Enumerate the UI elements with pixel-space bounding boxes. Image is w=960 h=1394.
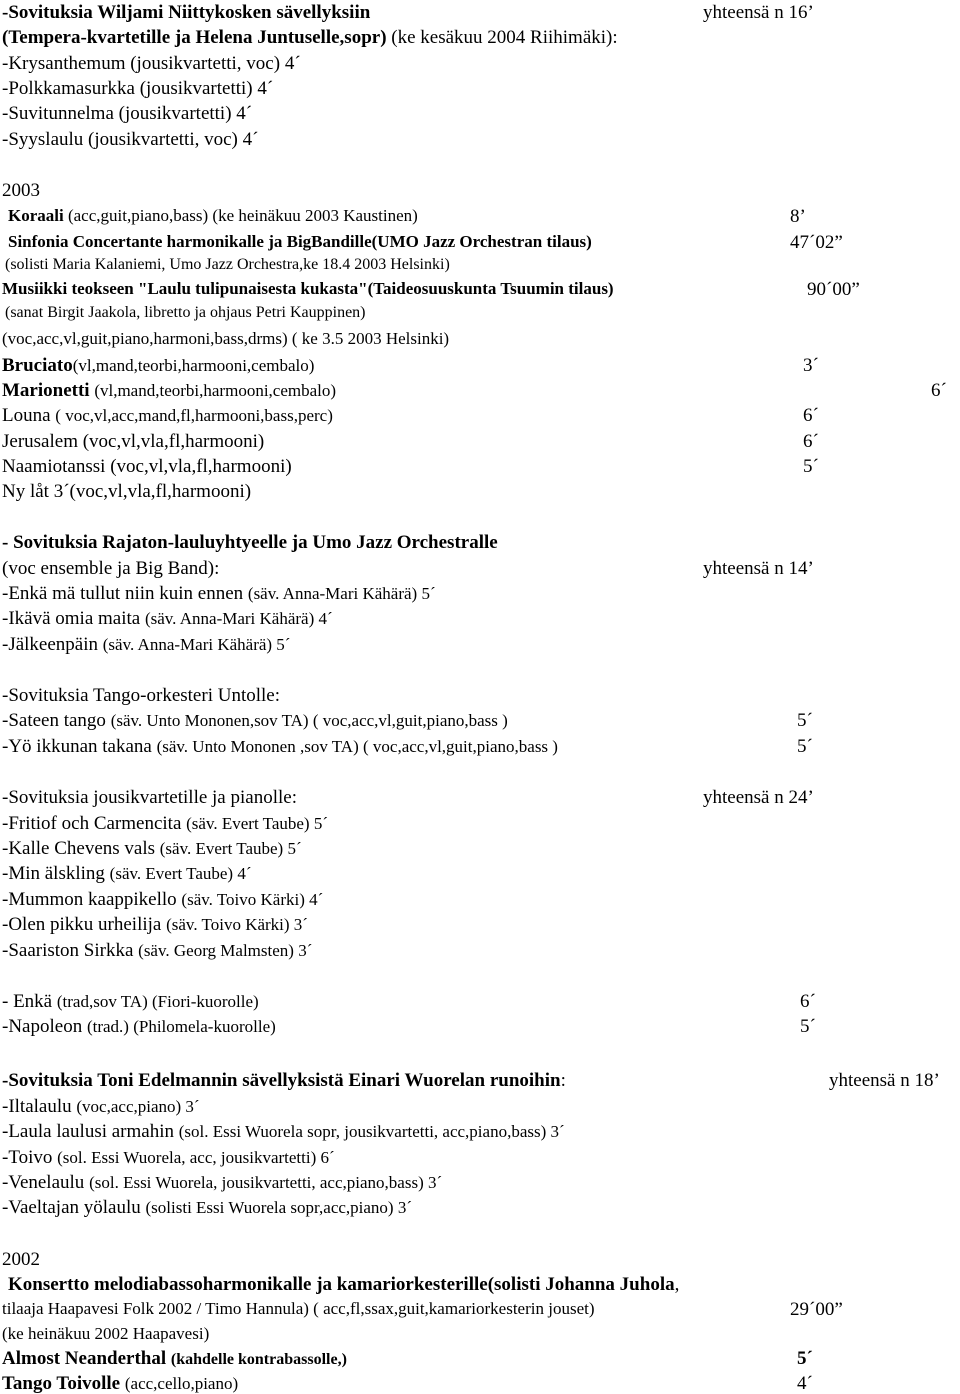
item-details: (sol. Essi Wuorela, jousikvartetti, acc,piano,bass) 3´ <box>89 1173 443 1192</box>
item-details: (trad.) (Philomela-kuorolle) <box>86 1017 276 1036</box>
work-details: (kahdelle kontrabassolle,) <box>170 1351 347 1368</box>
section-subheading <box>2 28 618 47</box>
list-item: -Suvitunnelma (jousikvartetti) 4´ <box>2 103 253 124</box>
work-entry <box>2 406 333 425</box>
heading-text: -Sovituksia Toni Edelmannin sävellyksistä Einari Wuorelan runoihin <box>2 1070 561 1091</box>
list-item <box>2 584 436 603</box>
work-details: (acc,cello,piano) <box>124 1374 239 1393</box>
work-entry <box>2 1349 347 1368</box>
list-item <box>2 992 259 1011</box>
item-details: (säv. Evert Taube) 4´ <box>109 864 252 883</box>
work-entry <box>2 432 264 451</box>
work-details: (acc,guit,piano,bass) (ke heinäkuu 2003 Kaustinen) <box>67 206 418 225</box>
section-total: yhteensä n 24’ <box>703 787 814 808</box>
list-item <box>2 1173 442 1192</box>
item-duration: 5´ <box>800 1016 816 1037</box>
list-item <box>2 1097 200 1116</box>
work-details: (voc,vl,vla,fl,harmooni) <box>69 481 252 502</box>
item-title: -Fritiof och Carmencita <box>2 813 182 834</box>
work-entry <box>2 381 336 400</box>
item-title: -Jälkeenpäin <box>2 634 99 655</box>
section-total: yhteensä n 14’ <box>703 558 814 579</box>
work-duration: 6´ <box>803 431 819 452</box>
list-item <box>2 609 333 628</box>
list-item <box>2 1017 276 1036</box>
work-title: Naamiotanssi <box>2 456 106 477</box>
list-item: -Krysanthemum (jousikvartetti, voc) 4´ <box>2 53 301 74</box>
list-item <box>2 915 308 934</box>
section-heading: - Sovituksia Rajaton-lauluyhtyeelle ja Umo Jazz Orchestralle <box>2 532 498 553</box>
work-title-text: Konsertto melodiabassoharmonikalle ja kamariorkesterille(solisti Johanna Juhola <box>8 1274 675 1295</box>
work-title: Marionetti <box>2 380 90 401</box>
item-details: (solisti Essi Wuorela sopr,acc,piano) 3´ <box>145 1198 412 1217</box>
work-duration: 29´00” <box>790 1299 843 1320</box>
work-title: Almost Neanderthal <box>2 1348 167 1369</box>
work-title: Bruciato <box>2 355 73 376</box>
work-entry <box>2 1374 238 1393</box>
work-title <box>8 1275 679 1294</box>
item-details: (säv. Georg Malmsten) 3´ <box>138 941 313 960</box>
item-duration: 5´ <box>797 736 813 757</box>
item-title: -Mummon kaappikello <box>2 889 177 910</box>
work-title: Musiikki teokseen "Laulu tulipunaisesta kukasta"(Taideosuuskunta Tsuumin tilaus) <box>2 279 614 298</box>
subheading-note: (ke kesäkuu 2004 Riihimäki): <box>391 27 618 48</box>
item-title: - Enkä <box>2 991 53 1012</box>
item-details: (säv. Unto Mononen ,sov TA) ( voc,acc,vl,guit,piano,bass ) <box>156 737 558 756</box>
work-title: Ny låt 3´ <box>2 481 70 502</box>
work-duration: 6´ <box>803 405 819 426</box>
work-entry <box>2 482 251 501</box>
item-title: -Vaeltajan yölaulu <box>2 1197 141 1218</box>
work-duration: 3´ <box>803 355 819 376</box>
item-details: (säv. Evert Taube) 5´ <box>159 839 302 858</box>
item-title: -Yö ikkunan takana <box>2 736 152 757</box>
work-details: (vl,mand,teorbi,harmooni,cembalo) <box>72 356 315 375</box>
list-item <box>2 635 290 654</box>
item-details: (sol. Essi Wuorela, acc, jousikvartetti) 6´ <box>57 1148 335 1167</box>
item-title: -Sateen tango <box>2 710 106 731</box>
subheading-bold: (Tempera-kvartetille ja Helena Juntuselle,sopr) <box>2 27 387 48</box>
item-duration: 6´ <box>800 991 816 1012</box>
work-details: (voc,vl,vla,fl,harmooni) <box>82 431 265 452</box>
work-duration: 8’ <box>790 206 806 227</box>
work-entry <box>2 457 292 476</box>
section-total: yhteensä n 16’ <box>703 2 814 23</box>
work-title: Louna <box>2 405 51 426</box>
section-heading: -Sovituksia Wiljami Niittykosken sävellyksiin <box>2 2 371 23</box>
year-heading: 2003 <box>2 180 40 201</box>
item-title: -Enkä mä tullut niin kuin ennen <box>2 583 244 604</box>
item-details: (voc,acc,piano) 3´ <box>76 1097 200 1116</box>
item-duration: 5´ <box>797 710 813 731</box>
item-title: -Kalle Chevens vals <box>2 838 156 859</box>
item-title: -Laula laulusi armahin <box>2 1121 174 1142</box>
item-title: -Olen pikku urheilija <box>2 914 162 935</box>
work-title: Tango Toivolle <box>2 1373 121 1394</box>
list-item: -Polkkamasurkka (jousikvartetti) 4´ <box>2 78 274 99</box>
item-details: (säv. Evert Taube) 5´ <box>186 814 328 833</box>
list-item <box>2 1122 565 1141</box>
work-duration: 5´ <box>797 1348 813 1369</box>
work-title: Sinfonia Concertante harmonikalle ja BigBandille(UMO Jazz Orchestran tilaus) <box>8 232 592 251</box>
item-title: -Saariston Sirkka <box>2 940 134 961</box>
item-title: -Napoleon <box>2 1016 83 1037</box>
year-heading: 2002 <box>2 1249 40 1270</box>
item-title: -Min älskling <box>2 863 105 884</box>
list-item <box>2 941 312 960</box>
item-title: -Iltalaulu <box>2 1096 72 1117</box>
item-title: -Toivo <box>2 1147 53 1168</box>
heading-colon: : <box>560 1070 566 1091</box>
item-details: (säv. Unto Mononen,sov TA) ( voc,acc,vl,guit,piano,bass ) <box>110 711 508 730</box>
item-details: (säv. Anna-Mari Kähärä) 5´ <box>247 584 436 603</box>
list-item <box>2 814 328 833</box>
section-heading: -Sovituksia jousikvartetille ja pianolle: <box>2 787 297 808</box>
work-title: Koraali <box>8 206 64 225</box>
section-heading <box>2 1071 566 1090</box>
work-details: ( voc,vl,acc,mand,fl,harmooni,bass,perc) <box>55 406 333 425</box>
item-details: (säv. Anna-Mari Kähärä) 5´ <box>102 635 291 654</box>
work-details: (voc,vl,vla,fl,harmooni) <box>110 456 292 477</box>
list-item <box>2 711 508 730</box>
work-duration: 90´00” <box>807 279 860 300</box>
item-details: (säv. Toivo Kärki) 3´ <box>166 915 308 934</box>
work-title: Jerusalem <box>2 431 78 452</box>
section-total: yhteensä n 18’ <box>829 1070 940 1091</box>
section-heading: -Sovituksia Tango-orkesteri Untolle: <box>2 685 280 706</box>
section-subheading: (voc ensemble ja Big Band): <box>2 558 220 579</box>
list-item <box>2 1198 412 1217</box>
work-title-comma: , <box>674 1274 680 1295</box>
item-details: (sol. Essi Wuorela sopr, jousikvartetti, acc,piano,bass) 3´ <box>178 1122 565 1141</box>
item-title: -Venelaulu <box>2 1172 85 1193</box>
work-entry <box>8 207 418 224</box>
work-duration: 5´ <box>803 456 819 477</box>
item-details: (säv. Anna-Mari Kähärä) 4´ <box>144 609 333 628</box>
list-item <box>2 864 252 883</box>
work-note: (sanat Birgit Jaakola, libretto ja ohjaus Petri Kauppinen) <box>5 304 366 321</box>
work-duration: 4´ <box>797 1373 813 1394</box>
work-details: (vl,mand,teorbi,harmooni,cembalo) <box>94 381 337 400</box>
work-note: (voc,acc,vl,guit,piano,harmoni,bass,drms) ( ke 3.5 2003 Helsinki) <box>2 329 450 348</box>
list-item <box>2 1148 335 1167</box>
work-entry <box>2 356 314 375</box>
item-title: -Ikävä omia maita <box>2 608 141 629</box>
work-note: (solisti Maria Kalaniemi, Umo Jazz Orchestra,ke 18.4 2003 Helsinki) <box>5 256 450 273</box>
work-note: (ke heinäkuu 2002 Haapavesi) <box>2 1324 210 1343</box>
list-item <box>2 890 323 909</box>
item-details: (säv. Toivo Kärki) 4´ <box>181 890 324 909</box>
work-duration: 6´ <box>931 380 947 401</box>
work-duration: 47´02” <box>790 232 843 253</box>
work-details: tilaaja Haapavesi Folk 2002 / Timo Hannula) ( acc,fl,ssax,guit,kamariorkesterin jouset) <box>2 1299 595 1318</box>
list-item <box>2 737 558 756</box>
list-item: -Syyslaulu (jousikvartetti, voc) 4´ <box>2 129 259 150</box>
item-details: (trad,sov TA) (Fiori-kuorolle) <box>56 992 259 1011</box>
list-item <box>2 839 302 858</box>
